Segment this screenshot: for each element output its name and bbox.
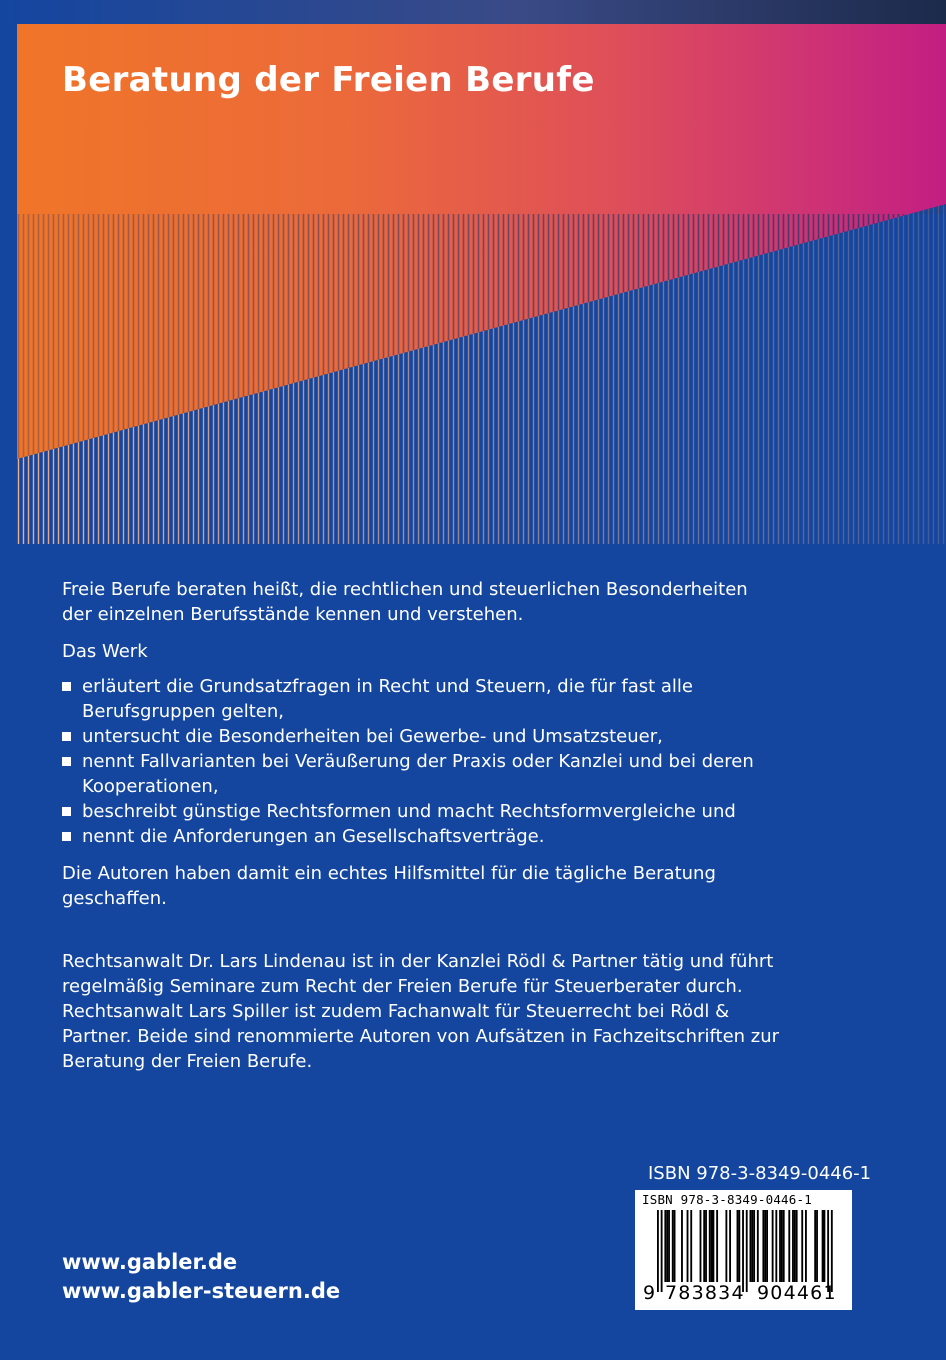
list-item: nennt die Anforderungen an Gesellschaftsverträge. [62, 824, 782, 849]
barcode-isbn-text: ISBN 978-3-8349-0446-1 [642, 1192, 812, 1207]
barcode-modules [657, 1210, 833, 1292]
barcode-digit-first: 9 [643, 1282, 656, 1304]
title-banner [17, 24, 946, 544]
publisher-links [62, 1248, 340, 1306]
website-link-gabler-steuern[interactable]: www.gabler-steuern.de [62, 1279, 341, 1303]
barcode-digits-left: 783834 [665, 1282, 745, 1304]
list-item: untersucht die Besonderheiten bei Gewerbe- und Umsatzsteuer, [62, 724, 782, 749]
authors-bio: Rechtsanwalt Dr. Lars Lindenau ist in der Kanzlei Rödl & Partner tätig und führt regelmäßig Seminare zum Recht der Freien Berufe für Steuerberater durch. Rechtsanwalt Lars Spiller ist zudem Fachanwalt für Steuerrecht bei Rödl & Partner. Beide sind renommierte Autoren von Aufsätzen in Fachzeitschriften zur Beratung der Freien Berufe. [62, 951, 780, 1072]
feature-list [62, 674, 782, 849]
list-item: nennt Fallvarianten bei Veräußerung der Praxis oder Kanzlei und bei deren Kooperationen, [62, 749, 782, 799]
das-werk-heading: Das Werk [62, 641, 148, 662]
isbn-label: ISBN 978-3-8349-0446-1 [648, 1163, 872, 1184]
website-link-gabler[interactable]: www.gabler.de [62, 1250, 238, 1274]
banner-blue-wedge [17, 204, 946, 544]
banner-stripe-pattern [17, 24, 946, 544]
list-item: erläutert die Grundsatzfragen in Recht und Steuern, die für fast alle Berufsgruppen gelten, [62, 674, 782, 724]
intro-text: Freie Berufe beraten heißt, die rechtlichen und steuerlichen Besonderheiten der einzelnen Berufsstände kennen und verstehen. [62, 579, 748, 625]
barcode [635, 1190, 852, 1310]
list-item: beschreibt günstige Rechtsformen und macht Rechtsformvergleiche und [62, 799, 782, 824]
summary-text: Die Autoren haben damit ein echtes Hilfsmittel für die tägliche Beratung geschaffen. [62, 863, 716, 909]
top-strip [0, 0, 946, 24]
description [62, 577, 782, 1074]
barcode-digits-right: 904461 [757, 1282, 837, 1304]
book-title: Beratung der Freien Berufe [62, 60, 595, 100]
